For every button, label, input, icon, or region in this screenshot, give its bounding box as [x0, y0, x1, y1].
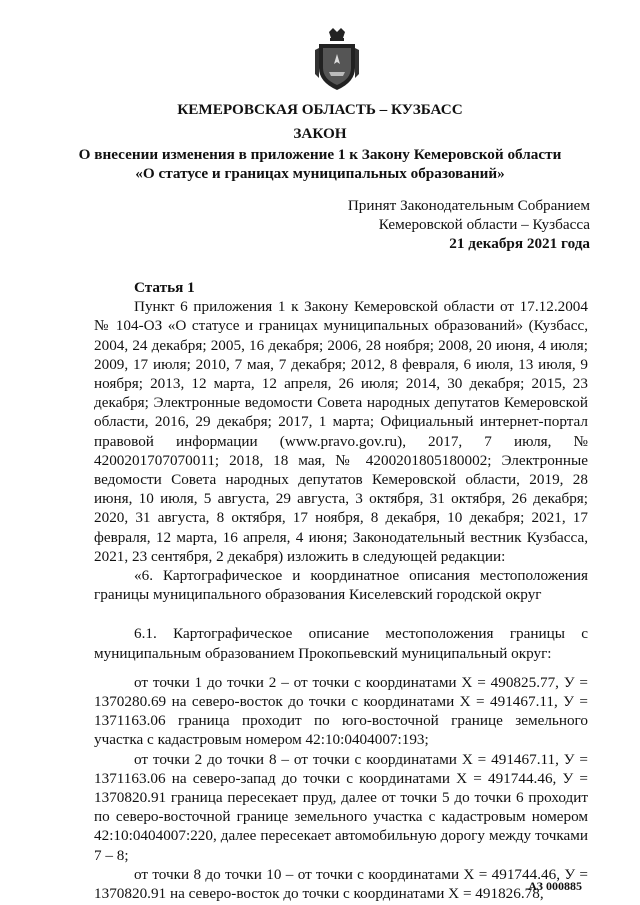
boundary-segment-2: от точки 2 до точки 8 – от точки с координатами Х = 491467.11, У = 1371163.06 на северо-запад до точки с координатами Х = 491744.46, У = 1370820.91 граница пересекает пруд, далее от точки 5 до точки 6 проходит по северо-восточной границе земельного участка с кадастровым номером 42:10:0404007:220, далее пересекает автомобильную дорогу между точками 7 – 8;	[94, 750, 588, 864]
document-type: ЗАКОН	[293, 125, 347, 142]
serial-stamp: АЗ 000885	[528, 879, 582, 893]
adoption-date: 21 декабря 2021 года	[449, 235, 590, 252]
law-title-line-1: О внесении изменения в приложение 1 к Закону Кемеровской области	[78, 146, 562, 163]
article-title: Статья 1	[134, 279, 195, 296]
coat-of-arms-icon	[313, 28, 361, 92]
article-body	[94, 278, 588, 903]
article-paragraph-1: Пункт 6 приложения 1 к Закону Кемеровской области от 17.12.2004 № 104-ОЗ «О статусе и границах муниципальных образований» (Кузбасс, 2004, 24 декабря; 2005, 16 декабря; 2006, 28 ноября; 2008, 20 июня, 4 июля; 2009, 17 июля; 2010, 7 мая, 7 декабря; 2012, 8 февраля, 6 июля, 13 июля, 9 ноября; 2013, 12 марта, 12 апреля, 26 июля; 2014, 30 декабря; 2015, 23 декабря; Электронные ведомости Совета народных депутатов Кемеровской области, 2016, 29 декабря; 2017, 1 марта; Официальный интернет-портал правовой информации (www.pravo.gov.ru), 2017, 7 июля, № 4200201707070011; 2018, 18 мая, № 4200201805180002; Электронные ведомости Совета народных депутатов Кемеровской области, 2019, 28 июня, 10 июля, 5 августа, 29 августа, 3 октября, 31 октября, 26 декабря; 2020, 31 августа, 8 октября, 17 ноября, 8 декабря, 10 декабря; 2021, 17 февраля, 12 марта, 16 апреля, 4 июня; Законодательный вестник Кузбасса, 2021, 23 сентября, 2 декабря) изложить в следующей редакции:	[94, 298, 588, 565]
boundary-segment-3: от точки 8 до точки 10 – от точки с координатами Х = 491744.46, У = 1370820.91 на северо-восток до точки с координатами Х = 491826.78,	[94, 865, 588, 903]
region-heading: КЕМЕРОВСКАЯ ОБЛАСТЬ – КУЗБАСС	[177, 101, 463, 118]
adoption-line-2: Кемеровской области – Кузбасса	[378, 216, 590, 233]
law-title-line-2: «О статусе и границах муниципальных образований»	[135, 165, 505, 182]
article-paragraph-2: «6. Картографическое и координатное описания местоположения границы муниципального образования Киселевский городской округ	[94, 567, 588, 604]
article-paragraph-3: 6.1. Картографическое описание местоположения границы с муниципальным образованием Прокопьевский муниципальный округ:	[94, 625, 588, 662]
adoption-block	[348, 196, 590, 253]
boundary-segment-1: от точки 1 до точки 2 – от точки с координатами Х = 490825.77, У = 1370280.69 на северо-восток до точки с координатами Х = 491467.11, У = 1371163.06 граница проходит по юго-восточной границе земельного участка с кадастровым номером 42:10:0404007:193;	[94, 673, 588, 749]
adoption-line-1: Принят Законодательным Собранием	[347, 197, 590, 214]
